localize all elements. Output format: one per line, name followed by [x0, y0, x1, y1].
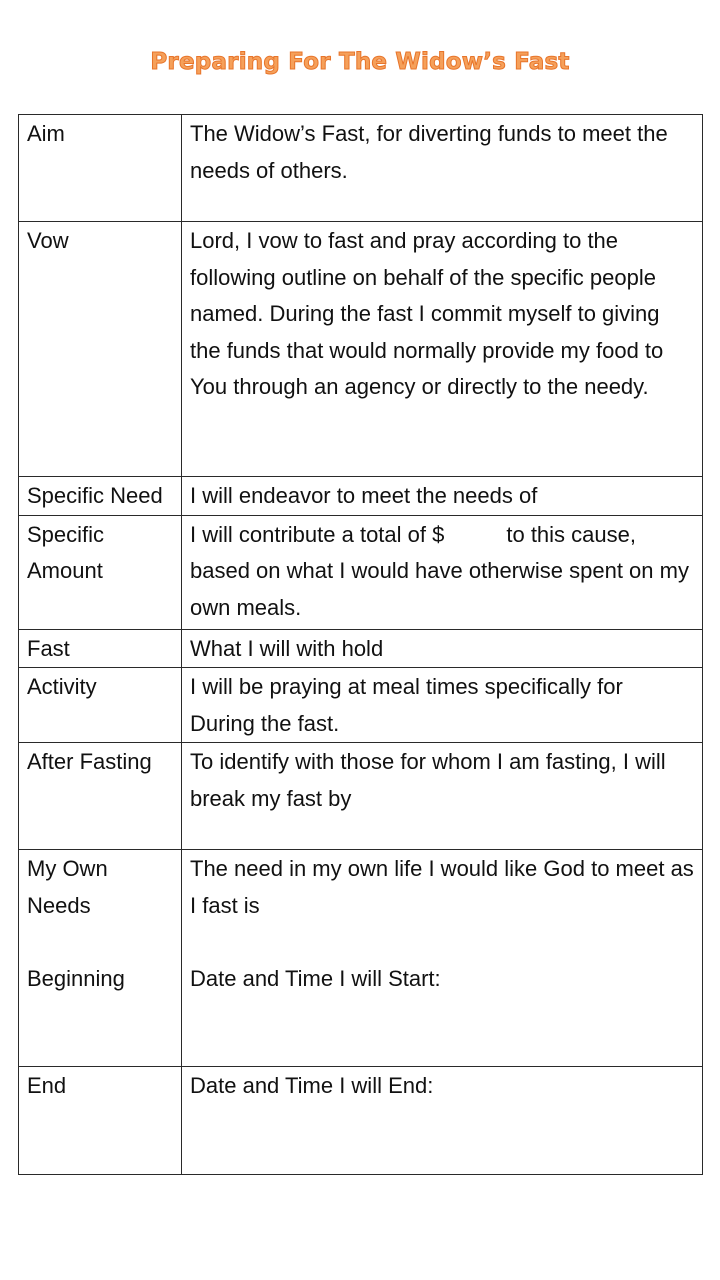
amount-text-before: I will contribute a total of $: [190, 521, 445, 547]
row-label-specific-need: Specific Need: [19, 477, 182, 516]
row-label-fast: Fast: [19, 629, 182, 668]
table-row-specific-amount: [19, 515, 703, 629]
row-text-activity: I will be praying at meal times specifically for During the fast.: [182, 668, 703, 743]
row-text-vow: Lord, I vow to fast and pray according to the following outline on behalf of the specific people named. During the fast I commit myself to giving the funds that would normally provide my food to You through an agency or directly to the needy.: [182, 222, 703, 477]
row-text-my-own-needs: The need in my own life I would like God to meet as I fast is Date and Time I will Start:: [182, 850, 703, 1067]
table-row-end: [19, 1067, 703, 1175]
row-label-end: End: [19, 1067, 182, 1175]
table-row-activity: [19, 668, 703, 743]
table-row-fast: [19, 629, 703, 668]
table-row-aim: [19, 115, 703, 222]
table-row-specific-need: [19, 477, 703, 516]
row-label-specific-amount: Specific Amount: [19, 515, 182, 629]
table-row-vow: [19, 222, 703, 477]
fast-outline-table: [18, 114, 703, 1175]
row-label-vow: Vow: [19, 222, 182, 477]
row-label-activity: Activity: [19, 668, 182, 743]
row-label-my-own-needs: My Own Needs Beginning: [19, 850, 182, 1067]
row-label-aim: Aim: [19, 115, 182, 222]
row-text-fast: What I will with hold: [182, 629, 703, 668]
row-text-aim: The Widow’s Fast, for diverting funds to meet the needs of others.: [182, 115, 703, 222]
amount-text-after: to this cause, based on what I would have otherwise spent on my own meals.: [190, 521, 689, 620]
table-row-after-fasting: [19, 743, 703, 850]
row-label-after-fasting: After Fasting: [19, 743, 182, 850]
page-title: Preparing For The Widow’s Fast: [150, 49, 570, 75]
row-text-specific-amount: [182, 515, 703, 629]
table-row-my-own-needs: [19, 850, 703, 1067]
row-text-specific-need: I will endeavor to meet the needs of: [182, 477, 703, 516]
row-text-after-fasting: To identify with those for whom I am fasting, I will break my fast by: [182, 743, 703, 850]
row-text-end: Date and Time I will End:: [182, 1067, 703, 1175]
